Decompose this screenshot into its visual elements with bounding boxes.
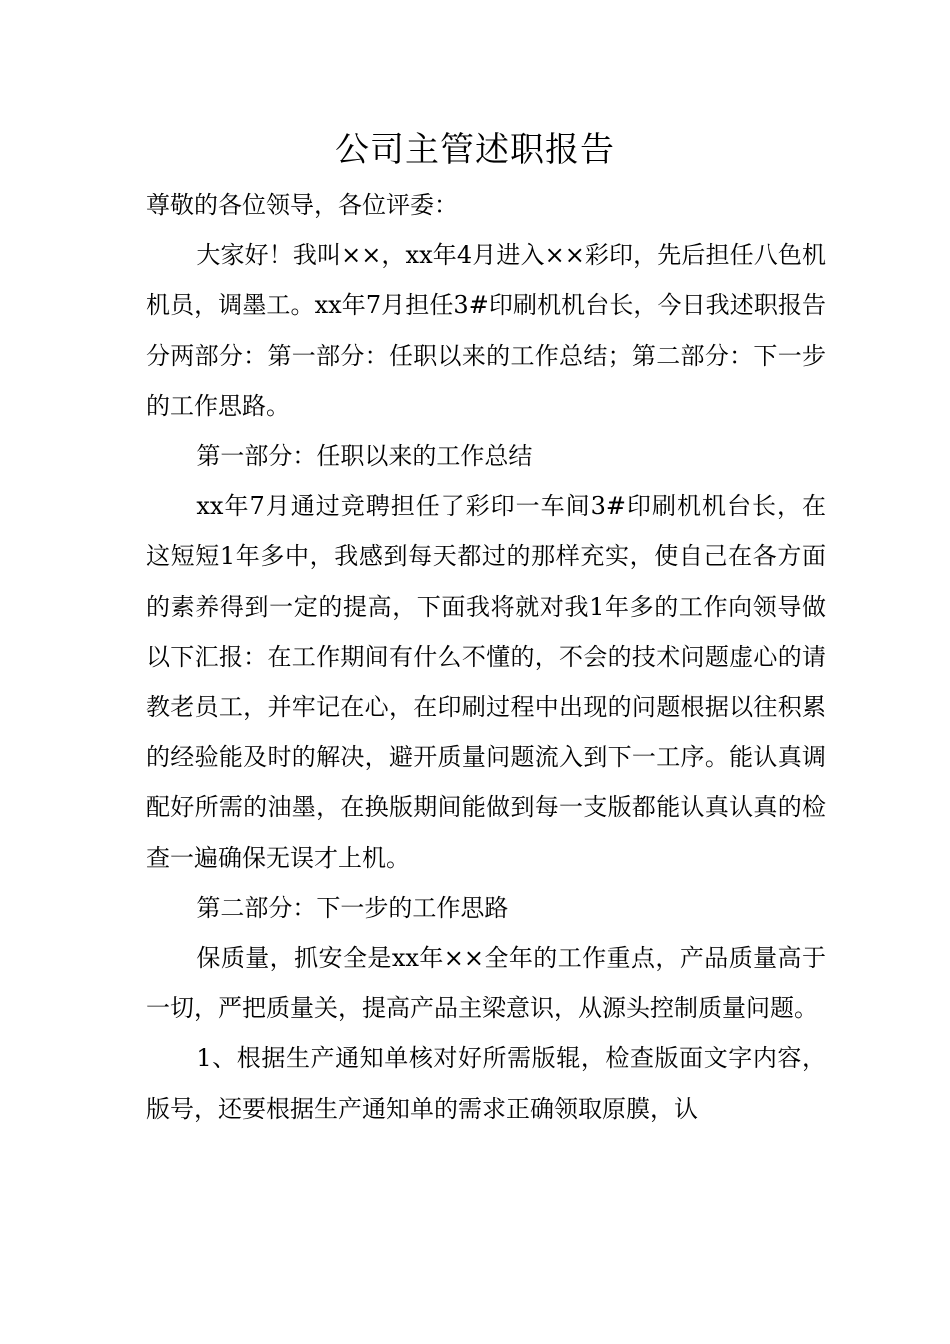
section-heading-part-one: 第一部分：任职以来的工作总结	[196, 442, 533, 471]
document-body	[146, 180, 826, 1134]
paragraph-item-1: 1、根据生产通知单核对好所需版辊，检查版面文字内容，版号，还要根据生产通知单的需求正确领取原膜，认	[146, 1044, 826, 1123]
paragraph-quality-focus: 保质量，抓安全是xx年××全年的工作重点，产品质量高于一切，严把质量关，提高产品主梁意识，从源头控制质量问题。	[146, 944, 826, 1023]
document-title: 公司主管述职报告	[335, 130, 615, 170]
paragraph-work-summary: xx年7月通过竞聘担任了彩印一车间3#印刷机机台长，在这短短1年多中，我感到每天都过的那样充实，使自己在各方面的素养得到一定的提高，下面我将就对我1年多的工作向领导做以下汇报：在工作期间有什么不懂的，不会的技术问题虚心的请教老员工，并牢记在心，在印刷过程中出现的问题根据以往积累的经验能及时的解决，避开质量问题流入到下一工序。能认真调配好所需的油墨，在换版期间能做到每一支版都能认真认真的检查一遍确保无误才上机。	[146, 492, 826, 872]
section-heading-part-two: 第二部分：下一步的工作思路	[196, 893, 509, 922]
paragraph-intro: 大家好！我叫××，xx年4月进入××彩印，先后担任八色机机员，调墨工。xx年7月担任3#印刷机机台长，今日我述职报告分两部分：第一部分：任职以来的工作总结；第二部分：下一步的工作思路。	[146, 241, 826, 420]
salutation: 尊敬的各位领导，各位评委：	[146, 191, 458, 219]
